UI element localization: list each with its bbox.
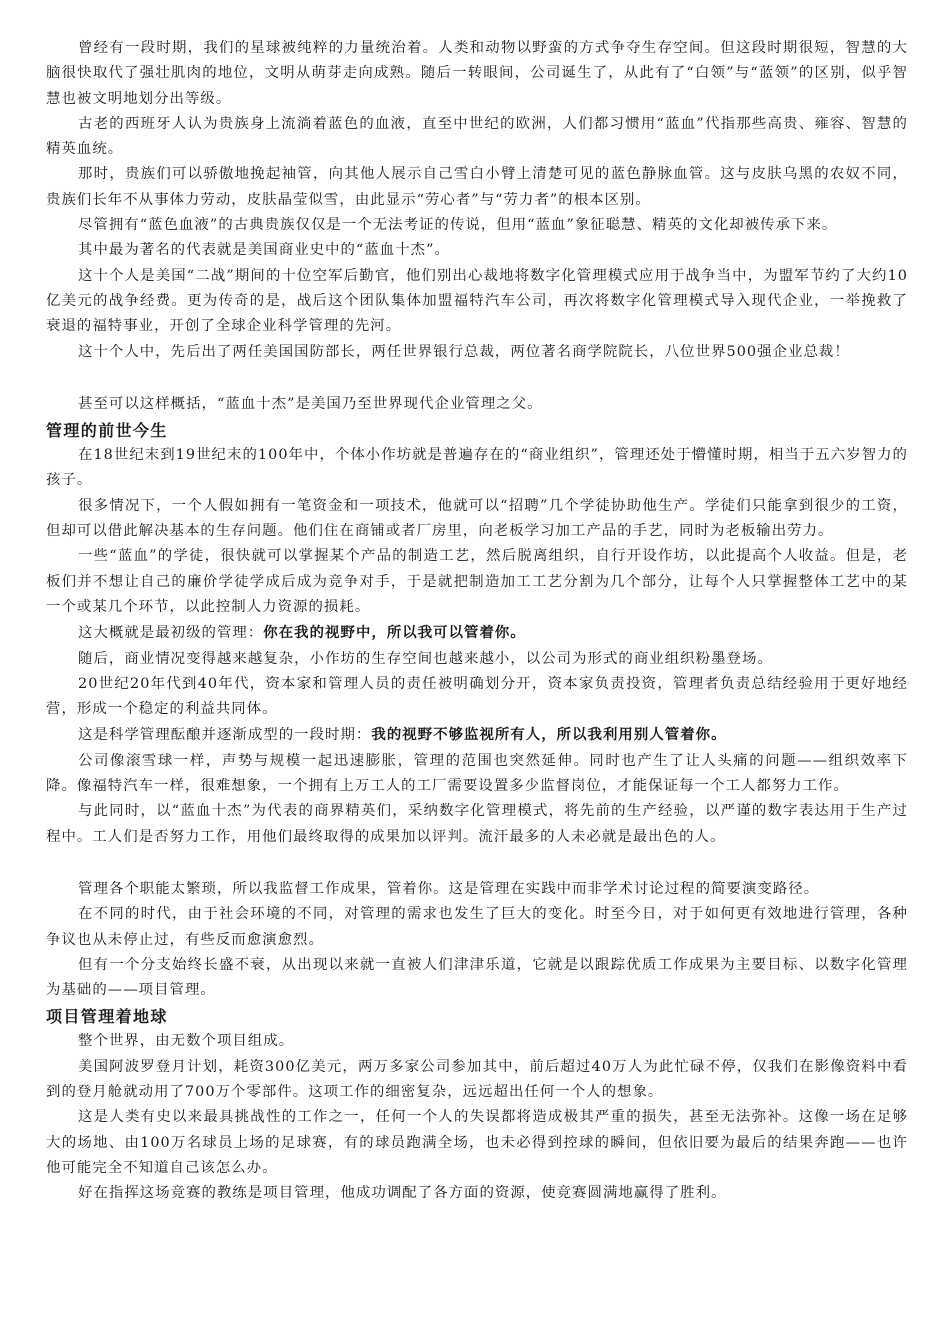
paragraph: 在18世纪末到19世纪末的100年中，个体小作坊就是普遍存在的“商业组织”，管理还处于懵懂时期，相当于五六岁智力的孩子。 [46, 447, 908, 489]
paragraph: 美国阿波罗登月计划，耗资300亿美元，两万多家公司参加其中，前后超过40万人为此忙碌不停，仅我们在影像资料中看到的登月舱就动用了700万个零部件。这项工作的细密复杂，远远超出任何一个人的想象。 [46, 1058, 908, 1100]
paragraph: 随后，商业情况变得越来越复杂，小作坊的生存空间也越来越小，以公司为形式的商业组织粉墨登场。 [78, 650, 773, 667]
paragraph: 但有一个分支始终长盛不衰，从出现以来就一直被人们津津乐道，它就是以跟踪优质工作成果为主要目标、以数字化管理为基础的——项目管理。 [46, 956, 908, 999]
paragraph: 一些“蓝血”的学徒，很快就可以掌握某个产品的制造工艺，然后脱离组织，自行开设作坊，以此提高个人收益。但是，老板们并不想让自己的廉价学徒学成后成为竞争对手，于是就把制造加工工艺分割为几个部分，让每个人只掌握整体工艺中的某一个或某几个环节，以此控制人力资源的损耗。 [46, 548, 908, 615]
level1-emphasis: 你在我的视野中，所以我可以管着你。 [263, 624, 526, 642]
paragraph: 公司像滚雪球一样，声势与规模一起迅速膨胀，管理的范围也突然延伸。同时也产生了让人头痛的问题——组织效率下降。像福特汽车一样，很难想象，一个拥有上万工人的工厂需要设置多少监督岗位，才能保证每一个工人都努力工作。 [46, 752, 908, 795]
paragraph: 这是人类有史以来最具挑战性的工作之一，任何一个人的失误都将造成极其严重的损失，甚至无法弥补。这像一场在足够大的场地、由100万名球员上场的足球赛，有的球员跑满全场，也未必得到控球的瞬间，但依旧要为最后的结果奔跑——也许他可能完全不知道自己该怎么办。 [46, 1109, 908, 1176]
paragraph: 那时，贵族们可以骄傲地挽起袖管，向其他人展示自己雪白小臂上清楚可见的蓝色静脉血管。这与皮肤乌黑的农奴不同，贵族们长年不从事体力劳动，皮肤晶莹似雪，由此显示“劳心者”与“劳力者”的根本区别。 [46, 166, 908, 208]
paragraph: 曾经有一段时期，我们的星球被纯粹的力量统治着。人类和动物以野蛮的方式争夺生存空间。但这段时期很短，智慧的大脑很快取代了强壮肌肉的地位，文明从萌芽走向成熟。随后一转眼间，公司诞生了，从此有了“白领”与“蓝领”的区别，似乎智慧也被文明地划分出等级。 [46, 40, 908, 107]
paragraph: 好在指挥这场竞赛的教练是项目管理，他成功调配了各方面的资源，使竞赛圆满地赢得了胜利。 [78, 1185, 727, 1202]
paragraph: 很多情况下，一个人假如拥有一笔资金和一项技术，他就可以“招聘”几个学徒协助他生产。学徒们只能拿到很少的工资，但却可以借此解决基本的生存问题。他们住在商铺或者厂房里，向老板学习加工产品的手艺，同时为老板输出劳力。 [46, 497, 908, 540]
paragraph: 整个世界，由无数个项目组成。 [78, 1033, 295, 1050]
paragraph-summary: 甚至可以这样概括，“蓝血十杰”是美国乃至世界现代企业管理之父。 [78, 395, 543, 412]
section-heading: 管理的前世今生 [46, 421, 168, 441]
paragraph: 古老的西班牙人认为贵族身上流淌着蓝色的血液，直至中世纪的欧洲，人们都习惯用“蓝血”代指那些高贵、雍容、智慧的精英血统。 [46, 115, 908, 158]
paragraph: 这十个人中，先后出了两任美国国防部长，两任世界银行总裁，两位著名商学院院长，八位世界500强企业总裁！ [78, 343, 850, 360]
paragraph-gap [46, 365, 908, 392]
paragraph: 在不同的时代，由于社会环境的不同，对管理的需求也发生了巨大的变化。时至今日，对于如何更有效地进行管理，各种争议也从未停止过，有些反而愈演愈烈。 [46, 906, 908, 948]
level2-prefix: 这是科学管理酝酿并逐渐成型的一段时期： [78, 727, 372, 744]
paragraph-level-1 [46, 620, 908, 646]
paragraph: 其中最为著名的代表就是美国商业史中的“蓝血十杰”。 [78, 242, 450, 259]
paragraph-gap [46, 850, 908, 877]
level2-emphasis: 我的视野不够监视所有人，所以我利用别人管着你。 [371, 726, 727, 744]
paragraph-level-2 [46, 722, 908, 748]
paragraph: 这十个人是美国“二战”期间的十位空军后勤官，他们别出心裁地将数字化管理模式应用于战争当中，为盟军节约了大约10亿美元的战争经费。更为传奇的是，战后这个团队集体加盟福特汽车公司，再次将数字化管理模式导入现代企业，一举挽救了衰退的福特事业，开创了全球企业科学管理的先河。 [46, 267, 908, 335]
level1-prefix: 这大概就是最初级的管理： [78, 625, 264, 642]
paragraph: 尽管拥有“蓝色血液”的古典贵族仅仅是一个无法考证的传说，但用“蓝血”象征聪慧、精英的文化却被传承下来。 [78, 217, 838, 234]
document-page [46, 36, 908, 1206]
paragraph: 管理各个职能太繁琐，所以我监督工作成果，管着你。这是管理在实践中而非学术讨论过程的简要演变路径。 [78, 880, 820, 897]
paragraph: 20世纪20年代到40年代，资本家和管理人员的责任被明确划分开，资本家负责投资，管理者负责总结经验用于更好地经营，形成一个稳定的利益共同体。 [46, 675, 908, 718]
paragraph: 与此同时，以“蓝血十杰”为代表的商界精英们，采纳数字化管理模式，将先前的生产经验，以严谨的数字表达用于生产过程中。工人们是否努力工作，用他们最终取得的成果加以评判。流汗最多的人未必就是最出色的人。 [46, 803, 908, 845]
section-heading: 项目管理着地球 [46, 1007, 168, 1027]
